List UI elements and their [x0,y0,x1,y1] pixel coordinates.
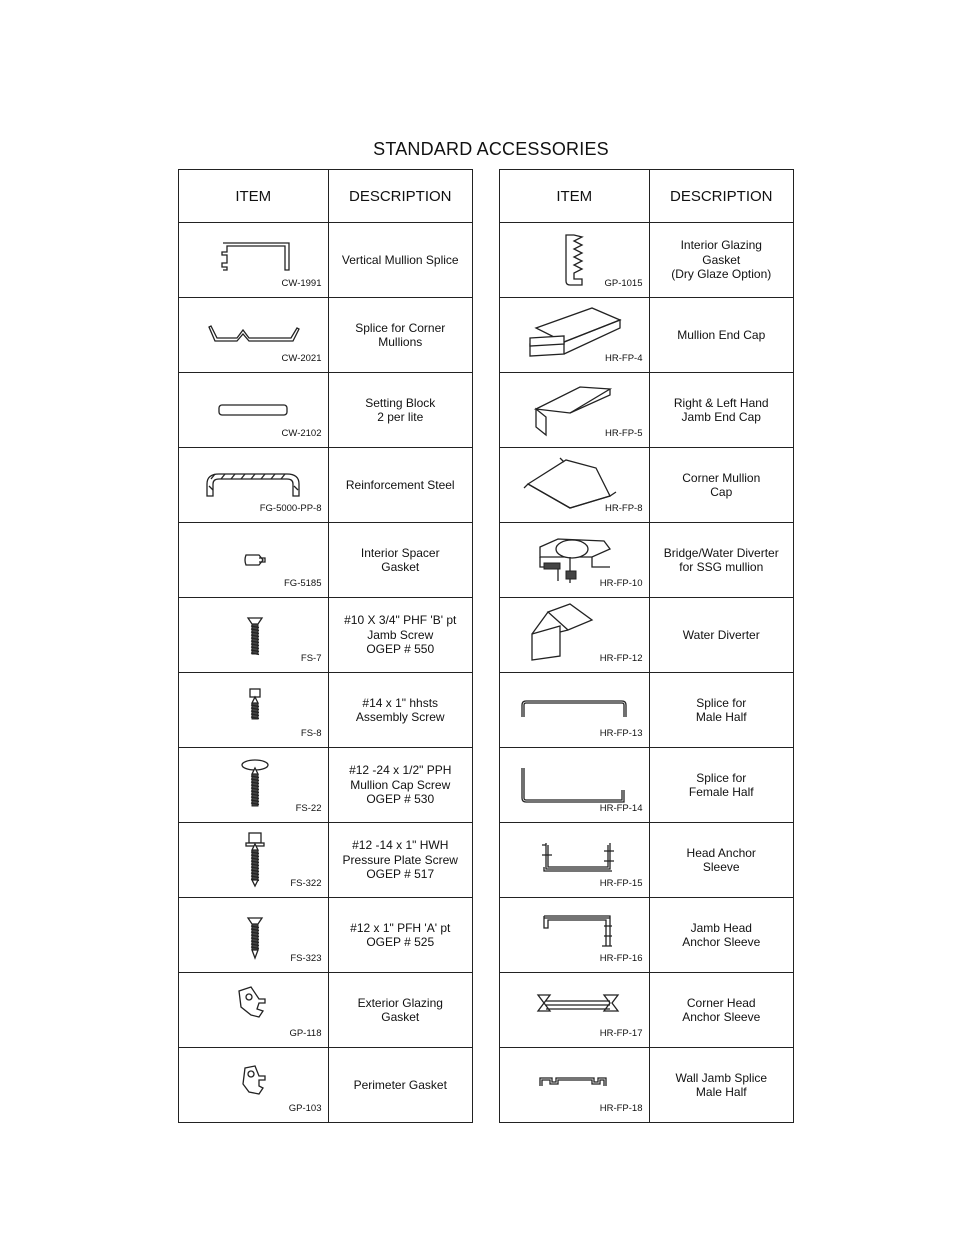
item-code: HR-FP-15 [599,878,643,889]
table-row [179,898,473,973]
item-cell [179,1048,329,1123]
table-row [179,223,473,298]
item-cell [179,823,329,898]
item-code: CW-2021 [281,353,322,364]
item-cell [500,823,650,898]
table-row [179,973,473,1048]
item-code: HR-FP-4 [605,353,643,364]
table-row [179,748,473,823]
item-description: #10 X 3/4" PHF 'B' pt Jamb Screw OGEP # 550 [328,598,473,673]
item-description: Jamb Head Anchor Sleeve [649,898,794,973]
item-code: HR-FP-13 [599,728,643,739]
table-row [179,1048,473,1123]
item-description: Setting Block 2 per lite [328,373,473,448]
item-code: FS-8 [300,728,322,739]
table-row [500,1048,794,1123]
table-row [179,373,473,448]
item-code: FS-22 [295,803,322,814]
item-cell [500,298,650,373]
table-row [179,298,473,373]
table-row [500,973,794,1048]
table-row [179,598,473,673]
item-header: ITEM [500,170,650,223]
item-description: Vertical Mullion Splice [328,223,473,298]
table-row [500,823,794,898]
item-code: HR-FP-16 [599,953,643,964]
item-description: Interior Glazing Gasket (Dry Glaze Option) [649,223,794,298]
item-description: Right & Left Hand Jamb End Cap [649,373,794,448]
item-description: Bridge/Water Diverter for SSG mullion [649,523,794,598]
item-cell [500,973,650,1048]
item-code: HR-FP-8 [605,503,643,514]
table-row [500,673,794,748]
item-cell [500,523,650,598]
table-row [500,373,794,448]
item-cell [179,598,329,673]
header-row [179,170,473,223]
item-description: #12 -14 x 1" HWH Pressure Plate Screw OGEP # 517 [328,823,473,898]
item-cell [500,448,650,523]
item-header: ITEM [179,170,329,223]
table-row [179,523,473,598]
table-row [500,298,794,373]
item-cell [500,223,650,298]
item-code: GP-1015 [604,278,643,289]
item-description: #12 x 1" PFH 'A' pt OGEP # 525 [328,898,473,973]
item-code: FG-5185 [284,578,322,589]
item-description: Head Anchor Sleeve [649,823,794,898]
item-code: HR-FP-12 [599,653,643,664]
item-code: HR-FP-18 [599,1103,643,1114]
item-cell [500,898,650,973]
item-code: CW-2102 [281,428,322,439]
item-cell [179,298,329,373]
item-cell [179,223,329,298]
item-description: #12 -24 x 1/2" PPH Mullion Cap Screw OGEP # 530 [328,748,473,823]
item-code: HR-FP-17 [599,1028,643,1039]
accessories-table-left [178,169,473,1123]
item-description: Interior Spacer Gasket [328,523,473,598]
item-code: GP-103 [288,1103,322,1114]
item-cell [179,898,329,973]
table-row [500,223,794,298]
item-code: FS-7 [300,653,322,664]
table-row [500,598,794,673]
accessories-table-right [499,169,794,1123]
table-row [500,448,794,523]
item-cell [500,373,650,448]
item-cell [500,1048,650,1123]
header-row [500,170,794,223]
item-description: Wall Jamb Splice Male Half [649,1048,794,1123]
item-description: Exterior Glazing Gasket [328,973,473,1048]
item-description: Water Diverter [649,598,794,673]
item-description: Corner Head Anchor Sleeve [649,973,794,1048]
table-row [500,898,794,973]
description-header: DESCRIPTION [328,170,473,223]
item-code: HR-FP-5 [605,428,643,439]
table-row [179,448,473,523]
item-description: Reinforcement Steel [328,448,473,523]
page-title: STANDARD ACCESSORIES [373,139,609,159]
item-cell [179,523,329,598]
item-cell [179,973,329,1048]
item-code: FS-323 [290,953,322,964]
table-row [179,823,473,898]
item-code: HR-FP-10 [599,578,643,589]
item-description: Corner Mullion Cap [649,448,794,523]
table-row [500,748,794,823]
item-code: GP-118 [289,1028,322,1039]
item-cell [179,373,329,448]
item-description: Splice for Corner Mullions [328,298,473,373]
item-cell [179,673,329,748]
item-description: #14 x 1" hhsts Assembly Screw [328,673,473,748]
item-code: CW-1991 [281,278,322,289]
table-row [179,673,473,748]
table-row [500,523,794,598]
item-cell [500,598,650,673]
item-description: Mullion End Cap [649,298,794,373]
item-code: FS-322 [290,878,322,889]
item-description: Splice for Female Half [649,748,794,823]
item-cell [500,673,650,748]
item-code: HR-FP-14 [599,803,643,814]
item-description: Perimeter Gasket [328,1048,473,1123]
item-cell [179,748,329,823]
description-header: DESCRIPTION [649,170,794,223]
item-cell [179,448,329,523]
item-code: FG-5000-PP-8 [259,503,322,514]
item-description: Splice for Male Half [649,673,794,748]
item-cell [500,748,650,823]
